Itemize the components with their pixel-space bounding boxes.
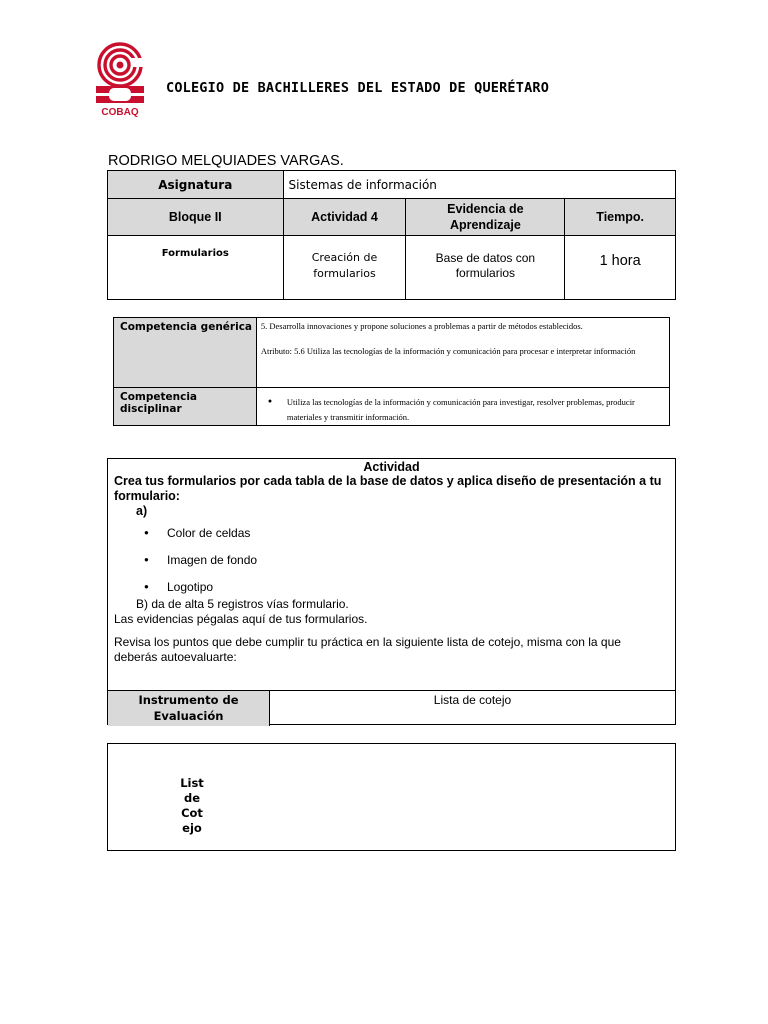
evaluation-instrument-label: Instrumento de Evaluación <box>108 691 270 726</box>
activity-part-b: B) da de alta 5 registros vías formulario. <box>136 597 349 611</box>
activity-review: Revisa los puntos que debe cumplir tu práctica en la siguiente lista de cotejo, misma con la que deberás autoevaluarte: <box>114 635 621 664</box>
disciplinary-competency-cell <box>256 388 669 426</box>
bullet-icon: ● <box>267 397 273 405</box>
cobaq-logo <box>90 40 150 120</box>
evaluation-row <box>108 690 675 726</box>
activity-items <box>116 524 667 597</box>
evaluation-instrument-value: Lista de cotejo <box>433 693 512 707</box>
student-name: RODRIGO MELQUIADES VARGAS. <box>108 153 344 169</box>
header-evidence: Evidencia de Aprendizaje <box>406 199 565 236</box>
activity-evidence: Las evidencias pégalas aquí de tus formularios. <box>114 612 368 626</box>
header-time: Tiempo. <box>565 199 676 236</box>
checklist-label: List de Cot ejo <box>180 776 204 835</box>
activity-instruction: Crea tus formularios por cada tabla de la base de datos y aplica diseño de presentación a tu formulario: <box>114 474 662 503</box>
info-header-row <box>108 199 676 236</box>
generic-competency-label: Competencia genérica <box>114 318 257 388</box>
cell-evidence: Base de datos con formularios <box>406 236 565 300</box>
disciplinary-competency-label: Competencia disciplinar <box>114 388 257 426</box>
subject-label: Asignatura <box>108 171 284 199</box>
generic-competency-attribute: Atributo: 5.6 Utiliza las tecnologías de la información y comunicación para procesar e interpretar información <box>260 346 636 356</box>
cell-activity: Creación de formularios <box>283 236 406 300</box>
checklist-box <box>107 743 676 851</box>
list-item: ● Color de celdas <box>116 524 667 551</box>
activity-box <box>107 458 676 725</box>
generic-competency-text: 5. Desarrolla innovaciones y propone soluciones a problemas a partir de métodos establecidos. <box>260 321 583 331</box>
subject-value: Sistemas de información <box>283 171 675 199</box>
school-title: COLEGIO DE BACHILLERES DEL ESTADO DE QUERÉTARO <box>166 80 550 96</box>
svg-text:COBAQ: COBAQ <box>101 107 139 118</box>
list-item: ● Imagen de fondo <box>116 551 667 578</box>
header-activity: Actividad 4 <box>283 199 406 236</box>
disciplinary-competency-text: Utiliza las tecnologías de la información y comunicación para investigar, resolver problemas, producir materiales y transmitir información. <box>286 397 635 422</box>
info-data-row <box>108 236 676 300</box>
list-item: ● Logotipo <box>116 578 667 597</box>
generic-competency-cell <box>256 318 669 388</box>
activity-part-a: a) <box>136 504 148 518</box>
header-block: Bloque II <box>108 199 284 236</box>
competencies-table <box>113 317 670 426</box>
cell-time: 1 hora <box>565 236 676 300</box>
activity-title: Actividad <box>363 460 420 474</box>
cell-topic: Formularios <box>108 236 284 300</box>
cobaq-logo-icon <box>90 40 150 120</box>
info-table <box>107 170 676 300</box>
